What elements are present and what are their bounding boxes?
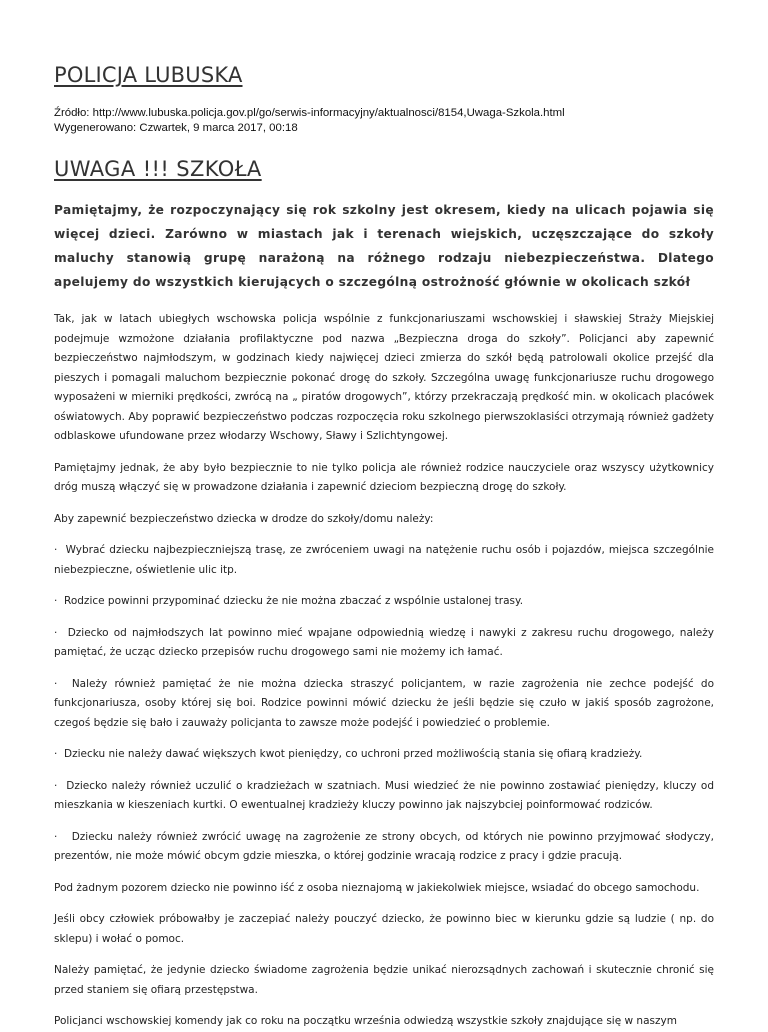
- safety-tip-item: · Dziecko należy również uczulić o kradzieżach w szatniach. Musi wiedzieć że nie powinno zostawiać pieniędzy, kluczy od mieszkania w kieszeniach kurtki. O ewentualnej kradzieży kluczy powinno jak najszybciej poinformować rodziców.: [54, 777, 714, 816]
- safety-tip-item: · Dziecku nie należy dawać większych kwot pieniędzy, co uchroni przed możliwością stania się ofiarą kradzieży.: [54, 745, 714, 765]
- article-body: [54, 310, 714, 1032]
- safety-tip-item: · Rodzice powinni przypominać dziecku że nie można zbaczać z wspólnie ustalonej trasy.: [54, 592, 714, 612]
- source-line: Źródło: http://www.lubuska.policja.gov.pl/go/serwis-informacyjny/aktualnosci/8154,Uwaga-Szkola.html: [54, 107, 565, 119]
- body-paragraph: Policjanci wschowskiej komendy jak co roku na początku września odwiedzą wszystkie szkoły znajdujące się w naszym: [54, 1015, 677, 1027]
- safety-tip-item: · Należy również pamiętać że nie można dziecka straszyć policjantem, w razie zagrożenia nie zechce podejść do funkcjonariusza, osoby której się boi. Rodzice powinni mówić dziecku że jeśli będzie się czuło w jakiś sposób zagrożone, czegoś będzie się bało i zauważy policjanta to zawsze może podejść i powiedzieć o problemie.: [54, 675, 714, 734]
- body-paragraph: Należy pamiętać, że jedynie dziecko świadome zagrożenia będzie unikać nierozsądnych zachowań i skutecznie chronić się przed staniem się ofiarą przestępstwa.: [54, 964, 714, 996]
- body-paragraph: Jeśli obcy człowiek próbowałby je zaczepiać należy pouczyć dziecko, że powinno biec w kierunku gdzie są ludzie ( np. do sklepu) i wołać o pomoc.: [54, 913, 714, 945]
- site-title: POLICJA LUBUSKA: [54, 63, 243, 87]
- article-title: UWAGA !!! SZKOŁA: [54, 157, 262, 181]
- safety-tip-item: · Dziecko od najmłodszych lat powinno mieć wpajane odpowiednią wiedzę i nawyki z zakresu ruchu drogowego, należy pamiętać, że ucząc dziecko przepisów ruchu drogowego sami nie możemy ich łamać.: [54, 624, 714, 663]
- safety-tip-item: · Wybrać dziecku najbezpieczniejszą trasę, ze zwróceniem uwagi na natężenie ruchu osób i pojazdów, miejsca szczególnie niebezpieczne, oświetlenie ulic itp.: [54, 541, 714, 580]
- body-paragraph: Pamiętajmy jednak, że aby było bezpiecznie to nie tylko policja ale również rodzice nauczyciele oraz wszyscy użytkownicy dróg muszą włączyć się w prowadzone działania i zapewnić dzieciom bezpieczną drogę do szkoły.: [54, 461, 714, 493]
- body-paragraph: Aby zapewnić bezpieczeństwo dziecka w drodze do szkoły/domu należy:: [54, 512, 434, 525]
- article-lead: Pamiętajmy, że rozpoczynający się rok szkolny jest okresem, kiedy na ulicach pojawia się więcej dzieci. Zarówno w miastach jak i terenach wiejskich, uczęszczające do szkoły maluchy stanowią grupę narażoną na różnego rodzaju niebezpieczeństwa. Dlatego apelujemy do wszystkich kierujących o szczególną ostrożność głównie w okolicach szkół: [54, 203, 714, 289]
- body-paragraph: Pod żadnym pozorem dziecko nie powinno iść z osoba nieznajomą w jakiekolwiek miejsce, wsiadać do obcego samochodu.: [54, 881, 700, 894]
- safety-tip-item: · Dziecku należy również zwrócić uwagę na zagrożenie ze strony obcych, od których nie powinno przyjmować słodyczy, prezentów, nie może mówić obcym gdzie mieszka, o której godzinie wracają rodzice z pracy i gdzie pracują.: [54, 828, 714, 867]
- body-paragraph: Tak, jak w latach ubiegłych wschowska policja wspólnie z funkcjonariuszami wschowskiej i sławskiej Straży Miejskiej podejmuje wzmożone działania profilaktyczne pod nazwa „Bezpieczna droga do szkoły”. Policjanci aby zapewnić bezpieczeństwo najmłodszym, w godzinach kiedy najwięcej dzieci zmierza do szkół będą patrolowali okolice przejść dla pieszych i pomagali maluchom bezpiecznie pokonać drogę do szkoły. Szczególna uwagę funkcjonariusze ruchu drogowego wyposażeni w mierniki prędkości, zwrócą na „ piratów drogowych”, którzy przekraczają prędkość min. w okolicach placówek oświatowych. Aby poprawić bezpieczeństwo podczas rozpoczęcia roku szkolnego pierwszoklasiści otrzymają również gadżety odblaskowe ufundowane przez włodarzy Wschowy, Sławy i Szlichtyngowej.: [54, 313, 714, 442]
- document-meta: [54, 106, 714, 136]
- generated-date-line: Wygenerowano: Czwartek, 9 marca 2017, 00:18: [54, 122, 298, 134]
